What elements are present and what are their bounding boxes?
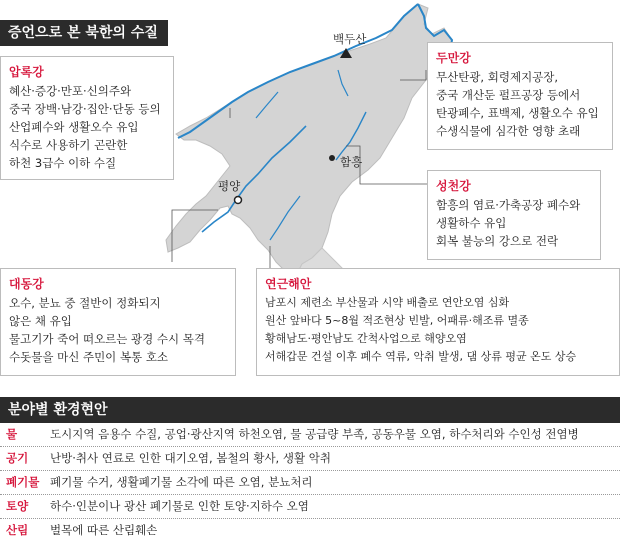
amnok-line: 식수로 사용하기 곤란한 — [9, 138, 128, 152]
coast-line: 황해남도·평안남도 간척사업으로 해양오염 — [265, 332, 467, 345]
coast-line: 서해갑문 건설 이후 폐수 역류, 악취 발생, 댐 상류 평균 온도 상승 — [265, 350, 577, 363]
pyongyang-marker — [235, 197, 242, 204]
row-category: 폐기물 — [6, 475, 40, 489]
map-title: 증언으로 본 북한의 수질 — [0, 20, 168, 46]
tuman-box — [427, 42, 613, 150]
songchon-box — [427, 170, 601, 260]
coast-line: 남포시 제련소 부산물과 시약 배출로 연안오염 심화 — [265, 296, 510, 309]
table-row — [0, 519, 620, 542]
section-bar — [0, 397, 620, 423]
table-row — [0, 447, 620, 471]
table-row — [0, 495, 620, 519]
row-category: 물 — [6, 427, 18, 441]
hamhung-marker — [329, 155, 335, 161]
taedong-title: 대동강 — [9, 277, 44, 291]
amnok-box — [0, 56, 174, 180]
table-row — [0, 423, 620, 447]
row-text: 난방·취사 연료로 인한 대기오염, 봄철의 황사, 생활 악취 — [50, 451, 331, 465]
tuman-line: 무산탄광, 회령제지공장, — [436, 70, 559, 84]
taedong-line: 수돗물을 마신 주민이 복통 호소 — [9, 350, 169, 364]
coast-title: 연근해안 — [265, 277, 312, 291]
hamhung-label: 함흥 — [340, 155, 363, 169]
tuman-line: 중국 개산둔 펄프공장 등에서 — [436, 88, 581, 102]
songchon-line: 회복 불능의 강으로 전락 — [436, 234, 559, 248]
row-text: 하수·인분이나 광산 폐기물로 인한 토양·지하수 오염 — [50, 499, 309, 513]
row-category: 토양 — [6, 499, 29, 513]
row-text: 폐기물 수거, 생활폐기물 소각에 따른 오염, 분뇨처리 — [50, 475, 313, 489]
taedong-box — [0, 268, 236, 376]
row-category: 공기 — [6, 451, 29, 465]
row-text: 벌목에 따른 산림훼손 — [50, 523, 158, 537]
paektusan-label: 백두산 — [333, 32, 367, 46]
coast-line: 원산 앞바다 5~8월 적조현상 빈발, 어패류·해조류 멸종 — [265, 314, 529, 327]
taedong-line: 물고기가 죽어 떠오르는 광경 수시 목격 — [9, 332, 206, 346]
row-category: 산림 — [6, 523, 29, 537]
tuman-line: 탄광폐수, 표백제, 생활오수 유입 — [436, 106, 599, 120]
songchon-line: 생활하수 유입 — [436, 216, 507, 230]
tuman-line: 수생식물에 심각한 영향 초래 — [436, 124, 581, 138]
north-korea-land — [166, 4, 452, 276]
amnok-line: 하천 3급수 이하 수질 — [9, 156, 117, 170]
tuman-title: 두만강 — [436, 51, 471, 65]
taedong-line: 오수, 분뇨 중 절반이 정화되지 — [9, 296, 161, 310]
amnok-line: 산업폐수와 생활오수 유입 — [9, 120, 139, 134]
section-title: 분야별 환경현안 — [8, 402, 108, 418]
pyongyang-label: 평양 — [218, 179, 241, 193]
row-text: 도시지역 음용수 수질, 공업·광산지역 하천오염, 물 공급량 부족, 공동우물 오염, 하수처리와 수인성 전염병 — [50, 427, 579, 441]
table-row — [0, 471, 620, 495]
amnok-line: 혜산·증강·만포·신의주와 — [9, 84, 132, 98]
coast-box — [256, 268, 620, 376]
issues-table — [0, 423, 620, 542]
amnok-title: 압록강 — [9, 65, 44, 79]
taedong-line: 않은 채 유입 — [9, 314, 72, 328]
amnok-line: 중국 장백·남강·집안·단동 등의 — [9, 102, 161, 116]
songchon-title: 성천강 — [436, 179, 471, 193]
songchon-line: 함흥의 염료·가축공장 폐수와 — [436, 198, 581, 212]
